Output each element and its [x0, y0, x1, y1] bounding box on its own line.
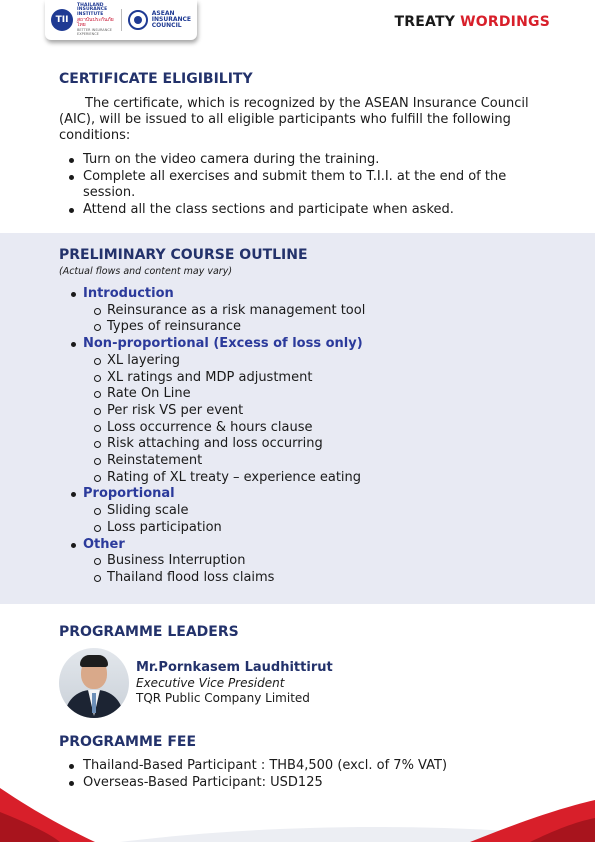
condition-item: Turn on the video camera during the training.	[59, 152, 539, 169]
tii-line-2: INSTITUTE	[77, 11, 104, 17]
outline-item: Rating of XL treaty – experience eating	[83, 470, 539, 487]
outline-item: Loss participation	[83, 520, 539, 537]
course-outline-section	[59, 247, 539, 587]
certificate-section	[59, 71, 539, 218]
outline-item: Thailand flood loss claims	[83, 570, 539, 587]
outline-item: Loss occurrence & hours clause	[83, 420, 539, 437]
outline-item: XL layering	[83, 353, 539, 370]
condition-item: Attend all the class sections and participate when asked.	[59, 202, 539, 219]
avatar	[59, 648, 129, 718]
group-label: Other	[83, 536, 125, 552]
leaders-title: PROGRAMME LEADERS	[59, 624, 239, 640]
certificate-paragraph: The certificate, which is recognized by the ASEAN Insurance Council (AIC), will be issued to all eligible participants who fulfill the following conditions:	[59, 96, 529, 143]
aic-logo-text	[152, 11, 191, 30]
group-items	[83, 353, 539, 487]
outline-item: Reinsurance as a risk management tool	[83, 303, 539, 320]
outline-title: PRELIMINARY COURSE OUTLINE	[59, 247, 308, 263]
document-title-part1: TREATY	[394, 14, 461, 30]
leader-card	[59, 648, 539, 718]
outline-item: Sliding scale	[83, 503, 539, 520]
aic-line-3: COUNCIL	[151, 22, 182, 30]
condition-item: Complete all exercises and submit them to T.I.I. at the end of the session.	[59, 169, 539, 202]
outline-note: (Actual flows and content may vary)	[59, 266, 233, 277]
tii-logo-icon: TII	[51, 9, 73, 31]
group-items	[83, 303, 539, 336]
leader-company: TQR Public Company Limited	[136, 691, 310, 705]
outline-group-other	[59, 537, 539, 587]
fee-item: Overseas-Based Participant: USD125	[59, 775, 539, 792]
outline-groups	[59, 286, 539, 587]
outline-group-introduction	[59, 286, 539, 336]
certificate-conditions	[59, 152, 539, 218]
group-items	[83, 503, 539, 536]
outline-item: Business Interruption	[83, 553, 539, 570]
logo-badge	[45, 0, 197, 40]
tii-line-1: THAILAND INSURANCE	[77, 2, 108, 13]
leader-info	[136, 660, 333, 706]
outline-item: XL ratings and MDP adjustment	[83, 370, 539, 387]
outline-item: Reinstatement	[83, 453, 539, 470]
outline-item: Rate On Line	[83, 386, 539, 403]
document-title	[395, 14, 550, 30]
aic-line-1: ASEAN	[151, 9, 175, 17]
group-label: Proportional	[83, 486, 175, 502]
footer-wave-decoration	[0, 760, 595, 842]
outline-item: Per risk VS per event	[83, 403, 539, 420]
tii-logo-text	[77, 4, 115, 37]
group-label: Non-proportional (Excess of loss only)	[83, 336, 363, 352]
fee-item: Thailand-Based Participant : THB4,500 (excl. of 7% VAT)	[59, 758, 539, 775]
logo-divider	[121, 9, 122, 31]
outline-item: Types of reinsurance	[83, 319, 539, 336]
tii-line-4: BETTER INSURANCE EXPERIENCE	[77, 28, 112, 36]
fee-title: PROGRAMME FEE	[59, 734, 197, 750]
certificate-title: CERTIFICATE ELIGIBILITY	[59, 71, 253, 87]
programme-leaders-section	[59, 624, 539, 718]
tii-line-3: สถาบันประกันภัยไทย	[77, 17, 114, 29]
leader-role: Executive Vice President	[136, 676, 285, 690]
outline-group-non-proportional	[59, 336, 539, 486]
group-items	[83, 553, 539, 586]
document-title-part2: WORDINGS	[460, 14, 550, 30]
aic-logo-icon	[128, 10, 148, 30]
outline-item: Risk attaching and loss occurring	[83, 436, 539, 453]
aic-line-2: INSURANCE	[151, 15, 191, 23]
group-label: Introduction	[83, 286, 174, 301]
outline-group-proportional	[59, 486, 539, 536]
leader-name: Mr.Pornkasem Laudhittirut	[136, 660, 333, 675]
